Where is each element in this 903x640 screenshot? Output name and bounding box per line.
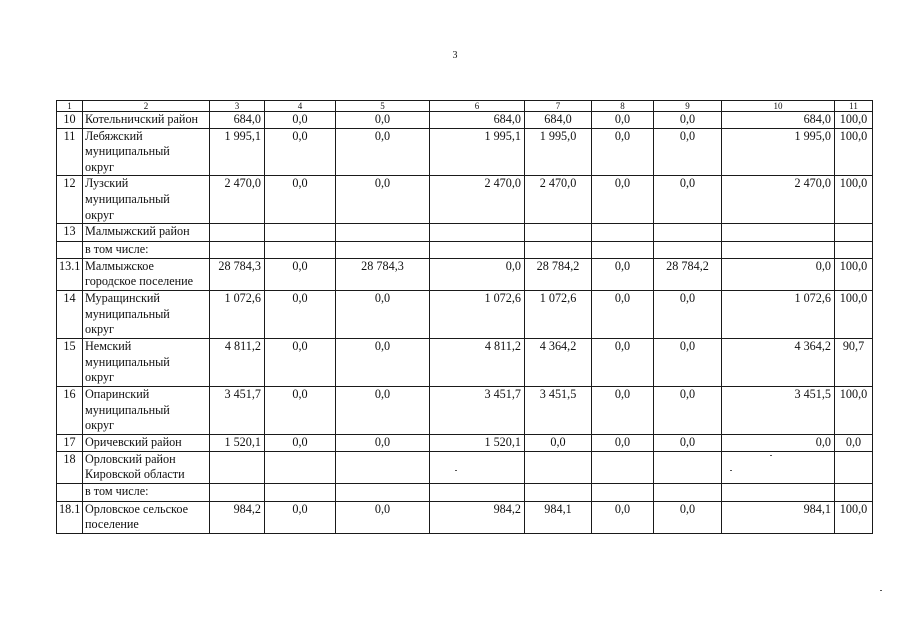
value-cell: 1 072,6 [210, 290, 265, 338]
value-cell [210, 242, 265, 259]
value-cell: 0,0 [654, 112, 722, 129]
value-cell: 0,0 [654, 386, 722, 434]
territory-name-line: округ [85, 207, 115, 222]
territory-name [83, 128, 210, 176]
column-number: 8 [592, 101, 654, 112]
value-cell: 0,0 [592, 128, 654, 176]
scan-speck [880, 590, 882, 591]
table-row [57, 112, 873, 129]
value-cell [722, 242, 835, 259]
table-row [57, 483, 873, 501]
territory-name-line: Кировской области [85, 467, 185, 482]
territory-name [83, 338, 210, 386]
value-cell: 0,0 [265, 290, 336, 338]
territory-name-line: округ [85, 159, 115, 174]
value-cell [336, 483, 430, 501]
value-cell: 0,0 [722, 258, 835, 290]
value-cell: 0,0 [336, 112, 430, 129]
territory-name-line: Лебяжский [85, 128, 143, 143]
value-cell: 100,0 [835, 258, 873, 290]
value-cell: 4 811,2 [210, 338, 265, 386]
row-number: 14 [57, 290, 83, 338]
table-row [57, 451, 873, 483]
value-cell: 0,0 [592, 338, 654, 386]
territory-name-line: Котельничский район [85, 112, 199, 126]
value-cell: 0,0 [654, 290, 722, 338]
column-number: 1 [57, 101, 83, 112]
value-cell [654, 483, 722, 501]
table-row [57, 290, 873, 338]
value-cell [265, 242, 336, 259]
territory-name-line: в том числе: [85, 242, 149, 257]
value-cell: 2 470,0 [722, 176, 835, 224]
territory-name-line: Орловское сельское [85, 501, 188, 516]
territory-name-line: поселение [85, 517, 139, 532]
table-row [57, 176, 873, 224]
territory-name-line: округ [85, 322, 115, 337]
column-number: 6 [430, 101, 525, 112]
row-number: 12 [57, 176, 83, 224]
value-cell: 0,0 [654, 501, 722, 533]
column-number-row [57, 101, 873, 112]
column-number: 11 [835, 101, 873, 112]
table-row [57, 434, 873, 451]
value-cell: 984,1 [722, 501, 835, 533]
value-cell [210, 451, 265, 483]
value-cell [210, 483, 265, 501]
value-cell: 1 995,1 [210, 128, 265, 176]
territory-name-line: Опаринский [85, 386, 150, 401]
value-cell [430, 483, 525, 501]
table-row [57, 386, 873, 434]
value-cell [336, 242, 430, 259]
value-cell: 0,0 [265, 386, 336, 434]
value-cell [265, 483, 336, 501]
value-cell: 3 451,5 [525, 386, 592, 434]
value-cell [722, 224, 835, 242]
value-cell: 28 784,2 [525, 258, 592, 290]
value-cell: 100,0 [835, 501, 873, 533]
value-cell: 1 520,1 [430, 434, 525, 451]
territory-name [83, 224, 210, 242]
territory-name [83, 451, 210, 483]
value-cell: 0,0 [265, 112, 336, 129]
territory-name-line: муниципальный [85, 144, 170, 159]
row-number: 16 [57, 386, 83, 434]
value-cell: 1 072,6 [722, 290, 835, 338]
territory-name-line: Орловский район [85, 451, 176, 466]
value-cell: 90,7 [835, 338, 873, 386]
value-cell: 0,0 [592, 290, 654, 338]
value-cell: 2 470,0 [210, 176, 265, 224]
value-cell: 0,0 [336, 386, 430, 434]
value-cell: 0,0 [265, 434, 336, 451]
value-cell [592, 224, 654, 242]
value-cell: 100,0 [835, 176, 873, 224]
row-number: 15 [57, 338, 83, 386]
value-cell: 0,0 [525, 434, 592, 451]
value-cell: 0,0 [592, 176, 654, 224]
value-cell: 684,0 [722, 112, 835, 129]
value-cell: 684,0 [525, 112, 592, 129]
value-cell: 684,0 [430, 112, 525, 129]
value-cell: 100,0 [835, 290, 873, 338]
territory-name [83, 176, 210, 224]
scan-speck [770, 455, 772, 456]
row-number [57, 483, 83, 501]
territory-name-line: округ [85, 370, 115, 385]
page-number: 3 [452, 50, 458, 61]
value-cell: 28 784,3 [336, 258, 430, 290]
territory-name [83, 112, 210, 129]
column-number: 3 [210, 101, 265, 112]
value-cell: 2 470,0 [430, 176, 525, 224]
value-cell [525, 451, 592, 483]
value-cell [525, 483, 592, 501]
scan-speck [455, 470, 457, 471]
row-number: 18.1 [57, 501, 83, 533]
row-number: 18 [57, 451, 83, 483]
territory-name-line: в том числе: [85, 483, 149, 498]
value-cell [592, 451, 654, 483]
territory-name-line: Малмыжское [85, 258, 154, 273]
row-number: 10 [57, 112, 83, 129]
value-cell: 3 451,5 [722, 386, 835, 434]
value-cell [835, 242, 873, 259]
value-cell: 100,0 [835, 128, 873, 176]
value-cell: 4 364,2 [722, 338, 835, 386]
territory-name-line: Малмыжский район [85, 224, 190, 239]
value-cell [835, 451, 873, 483]
value-cell: 1 995,1 [430, 128, 525, 176]
territory-name [83, 242, 210, 259]
value-cell [654, 451, 722, 483]
table-row [57, 224, 873, 242]
value-cell: 984,2 [210, 501, 265, 533]
value-cell: 684,0 [210, 112, 265, 129]
row-number: 13 [57, 224, 83, 242]
territory-name [83, 434, 210, 451]
row-number: 11 [57, 128, 83, 176]
value-cell [265, 224, 336, 242]
value-cell: 1 520,1 [210, 434, 265, 451]
territory-name [83, 483, 210, 501]
value-cell [265, 451, 336, 483]
value-cell: 984,2 [430, 501, 525, 533]
column-number: 7 [525, 101, 592, 112]
column-number: 5 [336, 101, 430, 112]
value-cell: 0,0 [336, 501, 430, 533]
value-cell [722, 483, 835, 501]
value-cell [210, 224, 265, 242]
column-number: 2 [83, 101, 210, 112]
territory-name-line: Немский [85, 338, 132, 353]
value-cell: 1 072,6 [525, 290, 592, 338]
value-cell: 0,0 [336, 434, 430, 451]
value-cell: 0,0 [336, 128, 430, 176]
value-cell: 3 451,7 [210, 386, 265, 434]
value-cell: 0,0 [592, 386, 654, 434]
value-cell [430, 242, 525, 259]
value-cell [722, 451, 835, 483]
value-cell: 0,0 [336, 176, 430, 224]
value-cell: 0,0 [592, 501, 654, 533]
value-cell [430, 224, 525, 242]
territory-name-line: муниципальный [85, 191, 170, 206]
territory-name-line: муниципальный [85, 402, 170, 417]
table-row [57, 338, 873, 386]
value-cell: 1 995,0 [525, 128, 592, 176]
column-number: 9 [654, 101, 722, 112]
value-cell: 0,0 [265, 176, 336, 224]
value-cell: 0,0 [592, 434, 654, 451]
table-row [57, 258, 873, 290]
territory-name [83, 290, 210, 338]
value-cell: 1 995,0 [722, 128, 835, 176]
value-cell [525, 224, 592, 242]
value-cell: 28 784,3 [210, 258, 265, 290]
value-cell: 1 072,6 [430, 290, 525, 338]
value-cell: 100,0 [835, 386, 873, 434]
value-cell [336, 451, 430, 483]
value-cell [430, 451, 525, 483]
table-row [57, 501, 873, 533]
value-cell: 0,0 [592, 112, 654, 129]
value-cell: 0,0 [336, 338, 430, 386]
value-cell: 0,0 [336, 290, 430, 338]
value-cell: 0,0 [654, 434, 722, 451]
value-cell [592, 483, 654, 501]
territory-name [83, 258, 210, 290]
row-number: 13.1 [57, 258, 83, 290]
value-cell [654, 224, 722, 242]
row-number [57, 242, 83, 259]
value-cell [336, 224, 430, 242]
value-cell [654, 242, 722, 259]
value-cell: 3 451,7 [430, 386, 525, 434]
column-number: 4 [265, 101, 336, 112]
value-cell: 0,0 [654, 176, 722, 224]
territory-name-line: муниципальный [85, 354, 170, 369]
value-cell: 984,1 [525, 501, 592, 533]
territory-name-line: Муращинский [85, 290, 160, 305]
value-cell: 4 811,2 [430, 338, 525, 386]
territory-name-line: муниципальный [85, 306, 170, 321]
territory-name-line: Лузский [85, 176, 129, 191]
value-cell [525, 242, 592, 259]
scan-speck [730, 470, 732, 471]
value-cell: 28 784,2 [654, 258, 722, 290]
value-cell: 100,0 [835, 112, 873, 129]
value-cell [835, 224, 873, 242]
value-cell: 0,0 [265, 501, 336, 533]
territory-name-line: округ [85, 418, 115, 433]
value-cell: 2 470,0 [525, 176, 592, 224]
value-cell: 0,0 [592, 258, 654, 290]
column-number: 10 [722, 101, 835, 112]
value-cell [592, 242, 654, 259]
territory-name [83, 386, 210, 434]
territory-name-line: Оричевский район [85, 434, 182, 449]
value-cell: 0,0 [835, 434, 873, 451]
territory-name [83, 501, 210, 533]
budget-table [56, 100, 873, 534]
value-cell: 0,0 [654, 338, 722, 386]
value-cell: 0,0 [265, 128, 336, 176]
value-cell: 0,0 [265, 338, 336, 386]
value-cell: 0,0 [654, 128, 722, 176]
territory-name-line: городское поселение [85, 274, 194, 289]
value-cell: 4 364,2 [525, 338, 592, 386]
table-row [57, 242, 873, 259]
value-cell [835, 483, 873, 501]
value-cell: 0,0 [430, 258, 525, 290]
value-cell: 0,0 [265, 258, 336, 290]
table-row [57, 128, 873, 176]
value-cell: 0,0 [722, 434, 835, 451]
row-number: 17 [57, 434, 83, 451]
